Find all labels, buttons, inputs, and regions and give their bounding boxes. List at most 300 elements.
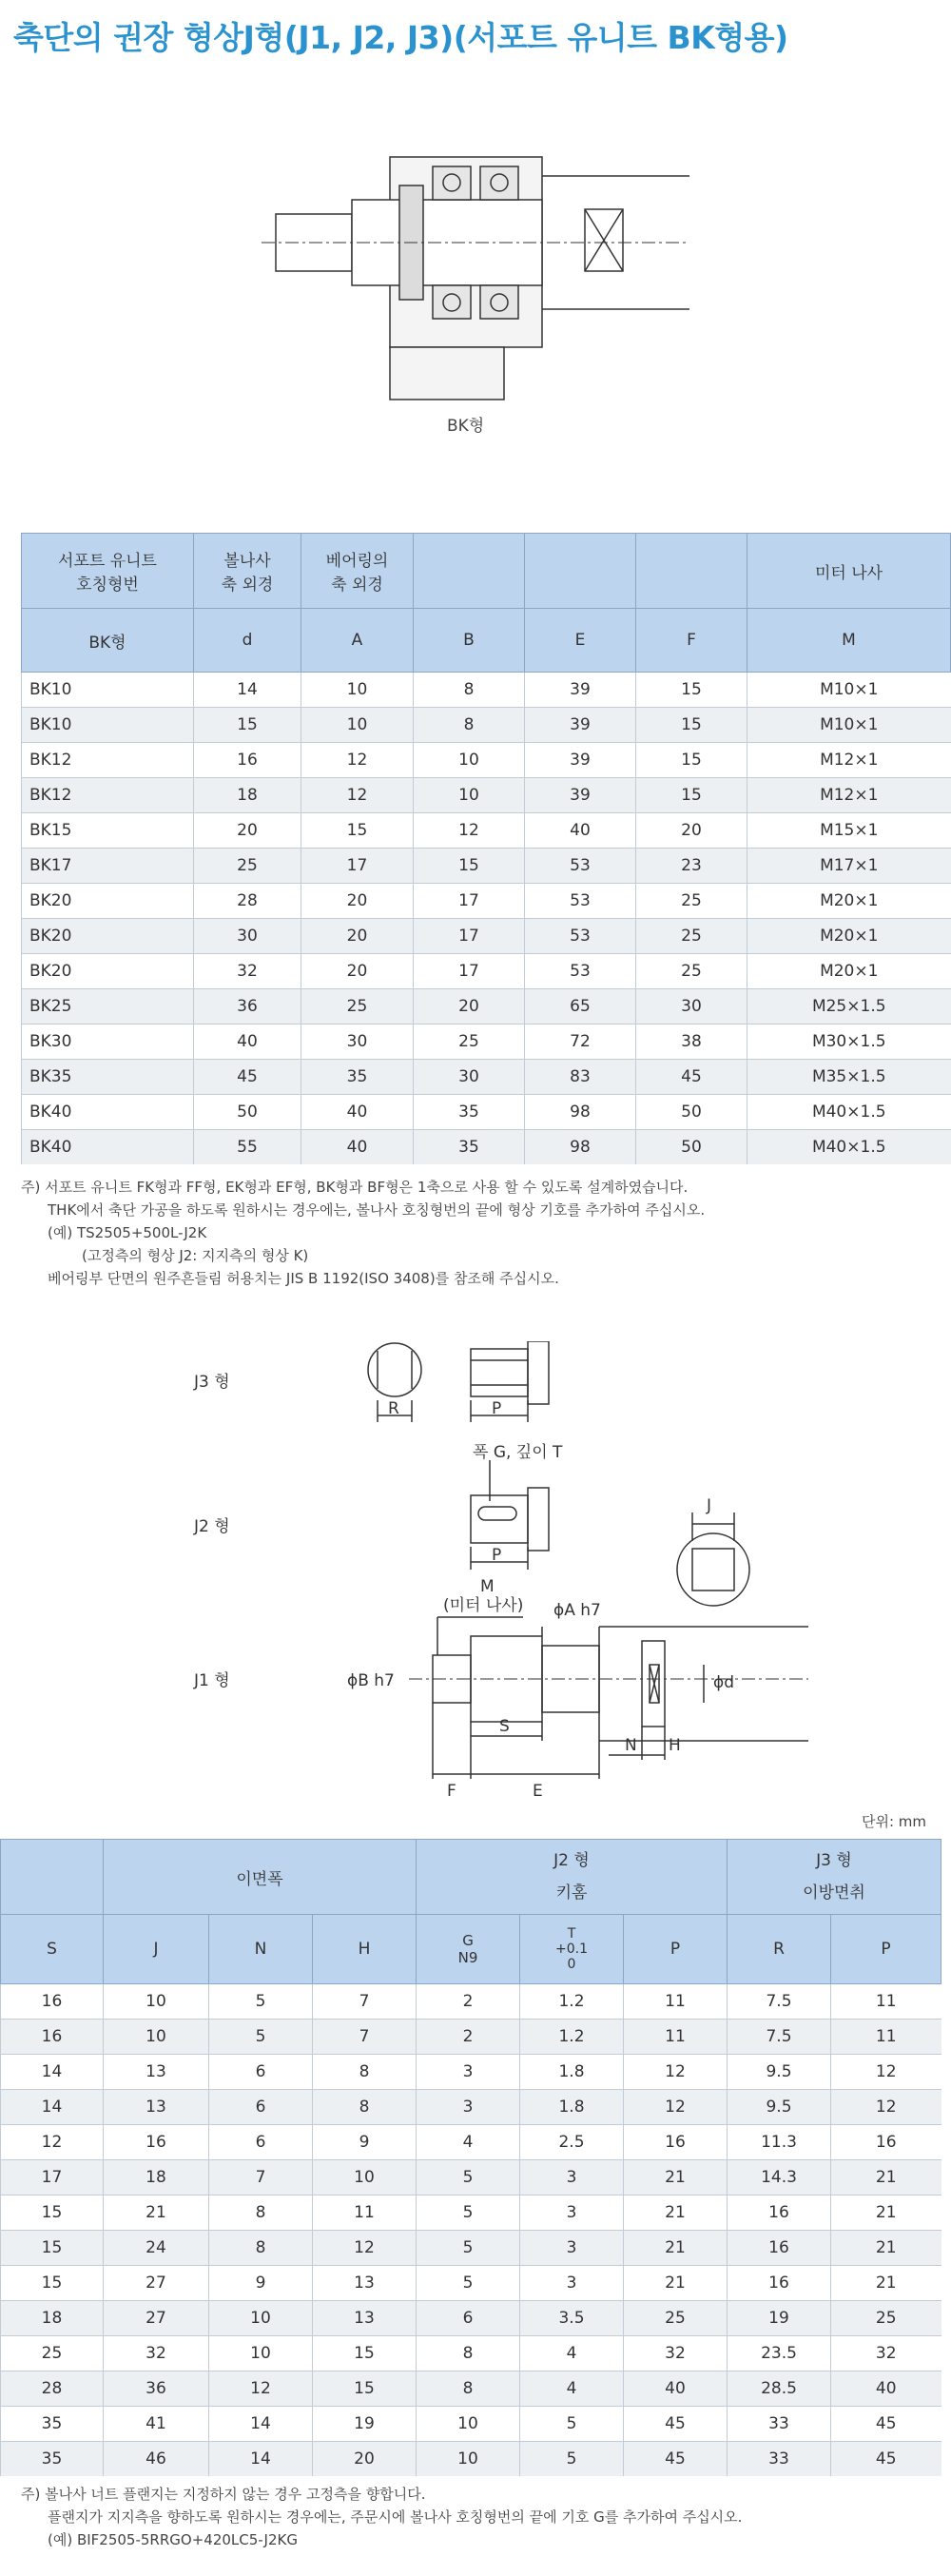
col-header-g: G N9 [417,1915,520,1984]
table-cell: 6 [209,2125,313,2160]
table-cell: 15 [313,2371,417,2407]
table-cell: 21 [624,2266,728,2301]
table-cell: M15×1 [747,813,951,849]
table-cell: 53 [525,919,636,954]
table-cell: BK40 [22,1130,194,1165]
table-cell: BK40 [22,1095,194,1130]
dim-h: H [669,1736,681,1755]
table-cell: 32 [104,2336,209,2371]
dim-m: M [480,1577,495,1596]
table-cell: M20×1 [747,884,951,919]
dim-s: S [499,1717,510,1736]
table-cell: 32 [194,954,301,989]
table-cell: 7 [313,1984,417,2020]
table-row [1,2195,941,2231]
table-cell: 33 [728,2442,831,2477]
col-header-h: H [313,1915,417,1984]
table-cell: 98 [525,1095,636,1130]
table-cell: 6 [209,2090,313,2125]
col-header-f-top [636,534,747,609]
table-cell: 25 [194,849,301,884]
table-cell: 17 [414,919,525,954]
dim-a: ϕA h7 [553,1601,601,1620]
table-row [1,2301,941,2336]
table-cell: 16 [624,2125,728,2160]
table-cell: 21 [104,2195,209,2231]
col-header-e: E [525,609,636,673]
table-cell: M10×1 [747,673,951,708]
col-header-d: d [194,609,301,673]
table-cell: 20 [414,989,525,1025]
table-cell: 53 [525,954,636,989]
table-cell: M10×1 [747,708,951,743]
table-cell: M30×1.5 [747,1025,951,1060]
table-cell: 19 [728,2301,831,2336]
table-cell: 65 [525,989,636,1025]
table-cell: 25 [636,919,747,954]
table-cell: 11 [831,2020,941,2055]
table-cell: 1.2 [520,1984,624,2020]
table-cell: M12×1 [747,778,951,813]
note-line: (예) TS2505+500L-J2K [48,1224,207,1241]
table-cell: 35 [414,1095,525,1130]
col-header-t: T +0.1 0 [520,1915,624,1984]
note-line: (고정측의 형상 J2: 지지측의 형상 K) [82,1247,309,1264]
table-row [1,2371,941,2407]
col-header-bearing-shaft: 베어링의 축 외경 [301,534,414,609]
table-cell: 45 [636,1060,747,1095]
table-cell: BK20 [22,884,194,919]
group-header-s [1,1840,104,1915]
table-row [22,884,951,919]
table-cell: 11.3 [728,2125,831,2160]
table-cell: M20×1 [747,954,951,989]
table-cell: M25×1.5 [747,989,951,1025]
table-cell: 21 [624,2231,728,2266]
table-cell: 18 [1,2301,104,2336]
table-cell: 15 [414,849,525,884]
table-cell: 7 [209,2160,313,2195]
table-cell: BK12 [22,778,194,813]
table-cell: 15 [636,778,747,813]
table-cell: 15 [301,813,414,849]
table-cell: 8 [313,2090,417,2125]
table-cell: 20 [301,919,414,954]
table-cell: 6 [209,2055,313,2090]
table-cell: 20 [301,884,414,919]
table-cell: 39 [525,673,636,708]
table-row [1,2055,941,2090]
table-cell: 30 [301,1025,414,1060]
table-cell: 7 [313,2020,417,2055]
table-cell: 27 [104,2266,209,2301]
notes-1 [21,1176,705,1290]
table-cell: 17 [301,849,414,884]
j3-label: J3 형 [194,1373,230,1392]
table-row [1,2407,941,2442]
j2-label: J2 형 [194,1517,230,1536]
table-cell: 12 [624,2090,728,2125]
table-cell: 13 [104,2090,209,2125]
table-cell: 5 [209,1984,313,2020]
table-cell: 10 [209,2301,313,2336]
group-header-j2-keyway: J2 형 키홈 [417,1840,728,1915]
figure-caption: BK형 [447,417,485,436]
table-cell: 46 [104,2442,209,2477]
table-cell: 9.5 [728,2055,831,2090]
j1-label: J1 형 [194,1671,230,1690]
table-cell: 40 [525,813,636,849]
table-cell: 5 [417,2266,520,2301]
table-cell: 72 [525,1025,636,1060]
table-cell: 33 [728,2407,831,2442]
table-cell: 53 [525,849,636,884]
table-row [22,1130,951,1165]
table-cell: 14 [209,2407,313,2442]
col-header-metric-thread: 미터 나사 [747,534,951,609]
table-cell: 25 [831,2301,941,2336]
table-cell: 35 [1,2407,104,2442]
table-cell: 17 [414,954,525,989]
table-cell: 39 [525,743,636,778]
table-cell: 1.8 [520,2055,624,2090]
table-row [22,778,951,813]
table-row [22,954,951,989]
table-cell: 9.5 [728,2090,831,2125]
dim-e: E [533,1782,543,1801]
table-cell: 50 [636,1095,747,1130]
table-cell: 40 [624,2371,728,2407]
table-cell: 39 [525,778,636,813]
table-cell: 7.5 [728,2020,831,2055]
table-cell: 4 [520,2371,624,2407]
table-cell: 5 [520,2407,624,2442]
table-cell: 15 [1,2231,104,2266]
note-line: 베어링부 단면의 원주흔들림 허용치는 JIS B 1192(ISO 3408)를 참조해 주십시오. [48,1270,559,1287]
table-row [22,813,951,849]
table-cell: 10 [417,2407,520,2442]
col-header-r: R [728,1915,831,1984]
table-cell: 23.5 [728,2336,831,2371]
table-cell: 41 [104,2407,209,2442]
table-row [22,673,951,708]
table-cell: 8 [414,673,525,708]
table-cell: 5 [520,2442,624,2477]
table-cell: BK15 [22,813,194,849]
table-cell: BK30 [22,1025,194,1060]
table-cell: 50 [636,1130,747,1165]
table-cell: 13 [313,2301,417,2336]
table-cell: 21 [831,2195,941,2231]
table-cell: 50 [194,1095,301,1130]
table-cell: 8 [209,2231,313,2266]
table-cell: 3 [520,2195,624,2231]
table-cell: 14 [209,2442,313,2477]
table-cell: 5 [209,2020,313,2055]
table-row [1,2090,941,2125]
table-cell: 25 [301,989,414,1025]
table-cell: 16 [728,2266,831,2301]
table-cell: 12 [209,2371,313,2407]
table-cell: 10 [313,2160,417,2195]
table-cell: 24 [104,2231,209,2266]
table-row [22,1025,951,1060]
table-cell: 16 [194,743,301,778]
col-header-m: M [747,609,951,673]
dim-p-j3: P [492,1399,502,1418]
table-cell: 1.2 [520,2020,624,2055]
table-cell: 21 [624,2195,728,2231]
table-cell: 12 [831,2055,941,2090]
table-cell: 25 [624,2301,728,2336]
table-cell: 36 [104,2371,209,2407]
dim-f: F [447,1782,456,1801]
table-row [22,1060,951,1095]
table-cell: 6 [417,2301,520,2336]
table-cell: 5 [417,2231,520,2266]
table-cell: 8 [417,2371,520,2407]
table-cell: 45 [831,2442,941,2477]
table-cell: 3 [520,2266,624,2301]
table-cell: 16 [104,2125,209,2160]
table-row [22,919,951,954]
table-cell: 14.3 [728,2160,831,2195]
dim-metric: (미터 나사) [443,1596,524,1615]
dim-b: ϕB h7 [347,1671,395,1690]
table-cell: 10 [414,743,525,778]
note-line: 주) 볼나사 너트 플랜지는 지정하지 않는 경우 고정측을 향합니다. [21,2486,426,2503]
table-cell: 15 [636,673,747,708]
table-cell: 14 [1,2055,104,2090]
table-cell: 11 [313,2195,417,2231]
note-line: THK에서 축단 가공을 하도록 원하시는 경우에는, 볼나사 호칭형번의 끝에 형상 기호를 추가하여 주십시오. [48,1201,706,1219]
table-cell: M40×1.5 [747,1130,951,1165]
table-cell: 8 [417,2336,520,2371]
col-header-screw-shaft: 볼나사 축 외경 [194,534,301,609]
table-cell: 45 [831,2407,941,2442]
table-cell: 14 [194,673,301,708]
shaft-end-drawing [162,1341,808,1807]
table-row [22,849,951,884]
table-cell: 20 [313,2442,417,2477]
table-cell: 2.5 [520,2125,624,2160]
group-header-j3-flats: J3 형 이방면취 [728,1840,941,1915]
dim-d: ϕd [713,1673,735,1692]
table-cell: 3 [520,2231,624,2266]
col-header-a: A [301,609,414,673]
table-cell: BK20 [22,954,194,989]
table-cell: BK25 [22,989,194,1025]
table-row [1,2020,941,2055]
table-cell: 10 [104,1984,209,2020]
col-header-s: S [1,1915,104,1984]
table-cell: 16 [1,2020,104,2055]
note-line: 주) 서포트 유니트 FK형과 FF형, EK형과 EF형, BK형과 BF형은 1축으로 사용 할 수 있도록 설계하였습니다. [21,1179,689,1196]
table-cell: 11 [831,1984,941,2020]
col-header-n: N [209,1915,313,1984]
table-cell: 36 [194,989,301,1025]
table-cell: 4 [417,2125,520,2160]
table-cell: 2 [417,1984,520,2020]
table-cell: 35 [301,1060,414,1095]
table-cell: 25 [636,884,747,919]
table-cell: 14 [1,2090,104,2125]
table-cell: 15 [636,708,747,743]
table-cell: 12 [624,2055,728,2090]
col-header-support-unit: 서포트 유니트 호칭형번 [22,534,194,609]
table-cell: 1.8 [520,2090,624,2125]
table-cell: 15 [636,743,747,778]
table-cell: 16 [728,2195,831,2231]
table-cell: 13 [313,2266,417,2301]
dimension-table-2 [0,1839,941,2476]
table-cell: 40 [194,1025,301,1060]
table-cell: 10 [414,778,525,813]
table-cell: 21 [831,2266,941,2301]
table-cell: BK35 [22,1060,194,1095]
table-row [1,2442,941,2477]
table-cell: 13 [104,2055,209,2090]
table1-body [22,673,951,1165]
table-cell: 35 [1,2442,104,2477]
table-cell: 15 [1,2266,104,2301]
table-cell: 30 [194,919,301,954]
table-cell: 21 [831,2160,941,2195]
table-cell: 25 [414,1025,525,1060]
table-cell: 12 [301,778,414,813]
table-cell: BK10 [22,708,194,743]
table-cell: 12 [831,2090,941,2125]
table2-body [1,1984,941,2477]
table-cell: 32 [831,2336,941,2371]
table-cell: 98 [525,1130,636,1165]
table-cell: 10 [301,708,414,743]
table-cell: 12 [313,2231,417,2266]
bk-unit-drawing [257,143,694,409]
table-cell: 15 [313,2336,417,2371]
table-cell: 30 [636,989,747,1025]
table-row [1,2231,941,2266]
col-header-e-top [525,534,636,609]
dim-keyway: 폭 G, 깊이 T [473,1443,563,1462]
table-row [1,2125,941,2160]
table-cell: M20×1 [747,919,951,954]
table-cell: 45 [624,2407,728,2442]
table-cell: 18 [194,778,301,813]
table-cell: 10 [104,2020,209,2055]
table-cell: 15 [1,2195,104,2231]
dimension-table-1 [21,533,951,1164]
table-row [22,743,951,778]
table-cell: 18 [104,2160,209,2195]
table-cell: 53 [525,884,636,919]
table-cell: M40×1.5 [747,1095,951,1130]
table-cell: 28.5 [728,2371,831,2407]
table-cell: 83 [525,1060,636,1095]
table-cell: 3 [417,2090,520,2125]
table-cell: 27 [104,2301,209,2336]
table-cell: 3.5 [520,2301,624,2336]
table-cell: 21 [624,2160,728,2195]
unit-label: 단위: mm [862,1813,927,1830]
col-header-j: J [104,1915,209,1984]
table-cell: 10 [209,2336,313,2371]
table-cell: 35 [414,1130,525,1165]
note-line: 플랜지가 지지측을 향하도록 원하시는 경우에는, 주문시에 볼나사 호칭형번의 끝에 기호 G를 추가하여 주십시오. [48,2508,743,2526]
table-cell: 12 [301,743,414,778]
col-header-b-top [414,534,525,609]
notes-2 [21,2483,742,2551]
page-title: 축단의 권장 형상J형(J1, J2, J3)(서포트 유니트 BK형용) [13,19,788,56]
table-cell: 39 [525,708,636,743]
table-cell: 3 [417,2055,520,2090]
table-cell: 9 [313,2125,417,2160]
table-cell: 30 [414,1060,525,1095]
group-header-width-across-flats: 이면폭 [104,1840,417,1915]
table-row [1,2336,941,2371]
col-header-p-key: P [624,1915,728,1984]
table-cell: BK17 [22,849,194,884]
table-cell: 40 [301,1095,414,1130]
table-cell: 5 [417,2195,520,2231]
table-cell: 45 [194,1060,301,1095]
table-cell: M17×1 [747,849,951,884]
table-cell: 20 [301,954,414,989]
dim-r: R [388,1399,399,1418]
table-cell: 40 [831,2371,941,2407]
table-cell: 15 [194,708,301,743]
col-header-p-flats: P [831,1915,941,1984]
table-cell: 10 [301,673,414,708]
table-cell: 20 [194,813,301,849]
table-cell: 45 [624,2442,728,2477]
table-row [1,2266,941,2301]
table-row [22,989,951,1025]
table-row [22,708,951,743]
table-cell: BK20 [22,919,194,954]
table-cell: 19 [313,2407,417,2442]
dim-n: N [625,1736,637,1755]
table-cell: 16 [1,1984,104,2020]
table-cell: 40 [301,1130,414,1165]
table-cell: 16 [728,2231,831,2266]
table-cell: 10 [417,2442,520,2477]
table-cell: 3 [520,2160,624,2195]
table-cell: 17 [414,884,525,919]
col-header-bk: BK형 [22,609,194,673]
table-cell: 8 [313,2055,417,2090]
table-cell: 7.5 [728,1984,831,2020]
table-cell: 2 [417,2020,520,2055]
table-cell: 8 [209,2195,313,2231]
table-cell: 20 [636,813,747,849]
table-cell: 55 [194,1130,301,1165]
table-cell: 28 [194,884,301,919]
table-row [1,1984,941,2020]
dim-p-j2: P [492,1546,502,1565]
table-cell: BK10 [22,673,194,708]
table-cell: 23 [636,849,747,884]
table-cell: 8 [414,708,525,743]
table-cell: 9 [209,2266,313,2301]
table-cell: 4 [520,2336,624,2371]
table-cell: 32 [624,2336,728,2371]
table-cell: 11 [624,2020,728,2055]
table-cell: 25 [636,954,747,989]
note-line: (예) BIF2505-5RRGO+420LC5-J2KG [48,2531,298,2548]
table-cell: M35×1.5 [747,1060,951,1095]
table-cell: 12 [414,813,525,849]
